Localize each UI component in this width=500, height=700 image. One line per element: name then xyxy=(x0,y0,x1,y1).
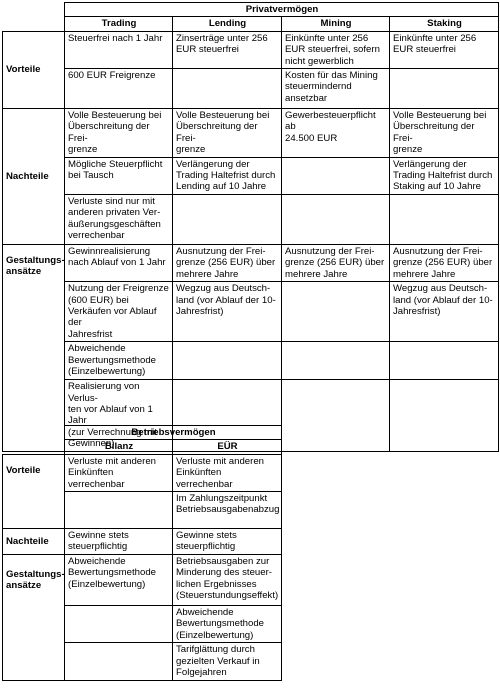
table-cell: Abweichende Bewertungsmethode (Einzelbewertung) xyxy=(173,606,282,643)
table-cell xyxy=(65,606,173,643)
column-header-trading: Trading xyxy=(65,17,173,31)
table-cell: Realisierung von Verlus- ten vor Ablauf von 1 Jahr (zur Verrechnung mit Gewinnen) xyxy=(65,380,173,451)
table-cell xyxy=(282,342,390,380)
table-corner xyxy=(3,17,65,31)
betrieb-title: Betriebsvermögen xyxy=(65,426,282,440)
table-cell xyxy=(65,492,173,529)
column-header-mining: Mining xyxy=(282,17,390,31)
table-cell: Verlängerung der Trading Haltefrist durch Staking auf 10 Jahre xyxy=(390,157,499,194)
column-header-lending: Lending xyxy=(173,17,282,31)
table-cell: Gewinne stets steuerpflichtig xyxy=(65,529,173,555)
row-header-nachteile: Nachteile xyxy=(3,109,65,245)
table-cell: Gewinne stets steuerpflichtig xyxy=(173,529,282,555)
table-cell: Volle Besteuerung bei Überschreitung der Frei- grenze xyxy=(65,109,173,158)
table-cell: Mögliche Steuerpflicht bei Tausch xyxy=(65,157,173,194)
table-cell xyxy=(173,342,282,380)
row-header-nachteile: Nachteile xyxy=(3,529,65,555)
table-cell: Volle Besteuerung bei Überschreitung der Frei- grenze xyxy=(173,109,282,158)
betriebsvermoegen-table xyxy=(2,425,282,681)
table-cell: Abweichende Bewertungsmethode (Einzelbewertung) xyxy=(65,342,173,380)
table-cell: Verlängerung der Trading Haltefrist durch Lending auf 10 Jahre xyxy=(173,157,282,194)
table-cell xyxy=(390,380,499,451)
table-cell: Zinserträge unter 256 EUR steuerfrei xyxy=(173,31,282,68)
table-cell xyxy=(173,69,282,109)
table-cell: Ausnutzung der Frei- grenze (256 EUR) über mehrere Jahre xyxy=(390,244,499,281)
table-cell: Steuerfrei nach 1 Jahr xyxy=(65,31,173,68)
table-cell: Wegzug aus Deutsch- land (vor Ablauf der 10- Jahresfrist) xyxy=(173,282,282,342)
table-cell: Kosten für das Mining steuermindernd ansetzbar xyxy=(282,69,390,109)
table-cell xyxy=(282,194,390,244)
row-header-vorteile: Vorteile xyxy=(3,454,65,528)
table-cell: Betriebsausgaben zur Minderung des steuer- lichen Ergebnisses (Steuerstundungseffekt) xyxy=(173,555,282,606)
table-corner xyxy=(3,426,65,440)
column-header-bilanz: Bilanz xyxy=(65,440,173,454)
table-cell xyxy=(390,342,499,380)
table-cell: Volle Besteuerung bei Überschreitung der Frei- grenze xyxy=(390,109,499,158)
table-cell: Verluste sind nur mit anderen privaten Ver- äußerungsgeschäften verrechenbar xyxy=(65,194,173,244)
table-cell: Verluste mit anderen Einkünften verrechenbar xyxy=(173,454,282,491)
row-header-gestaltungsansaetze: Gestaltungs- ansätze xyxy=(3,555,65,681)
table-cell: Einkünfte unter 256 EUR steuerfrei, sofern nicht gewerblich xyxy=(282,31,390,68)
privatvermoegen-table xyxy=(2,2,499,452)
table-corner xyxy=(3,3,65,17)
table-cell: Verluste mit anderen Einkünften verrechenbar xyxy=(65,454,173,491)
table-cell: Ausnutzung der Frei- grenze (256 EUR) über mehrere Jahre xyxy=(282,244,390,281)
row-header-vorteile: Vorteile xyxy=(3,31,65,108)
table-cell: 600 EUR Freigrenze xyxy=(65,69,173,109)
column-header-euer: EÜR xyxy=(173,440,282,454)
table-cell: Einkünfte unter 256 EUR steuerfrei xyxy=(390,31,499,68)
table-cell: Ausnutzung der Frei- grenze (256 EUR) über mehrere Jahre xyxy=(173,244,282,281)
privat-title: Privatvermögen xyxy=(65,3,499,17)
table-cell xyxy=(173,194,282,244)
table-cell: Wegzug aus Deutsch- land (vor Ablauf der 10- Jahresfrist) xyxy=(390,282,499,342)
table-cell: Tarifglättung durch gezielten Verkauf in Folgejahren xyxy=(173,643,282,681)
table-cell: Gewerbesteuerpflicht ab 24.500 EUR xyxy=(282,109,390,158)
table-corner xyxy=(3,440,65,454)
table-cell xyxy=(390,194,499,244)
row-header-gestaltungsansaetze: Gestaltungs- ansätze xyxy=(3,244,65,451)
table-cell xyxy=(65,643,173,681)
table-cell xyxy=(282,380,390,451)
table-cell xyxy=(282,282,390,342)
column-header-staking: Staking xyxy=(390,17,499,31)
table-cell: Nutzung der Freigrenze (600 EUR) bei Verkäufen vor Ablauf der Jahresfrist xyxy=(65,282,173,342)
table-cell xyxy=(282,157,390,194)
table-cell xyxy=(390,69,499,109)
table-cell: Abweichende Bewertungsmethode (Einzelbewertung) xyxy=(65,555,173,606)
table-cell: Im Zahlungszeitpunkt Betriebsausgabenabzug xyxy=(173,492,282,529)
table-cell: Gewinnrealisierung nach Ablauf von 1 Jahr xyxy=(65,244,173,281)
